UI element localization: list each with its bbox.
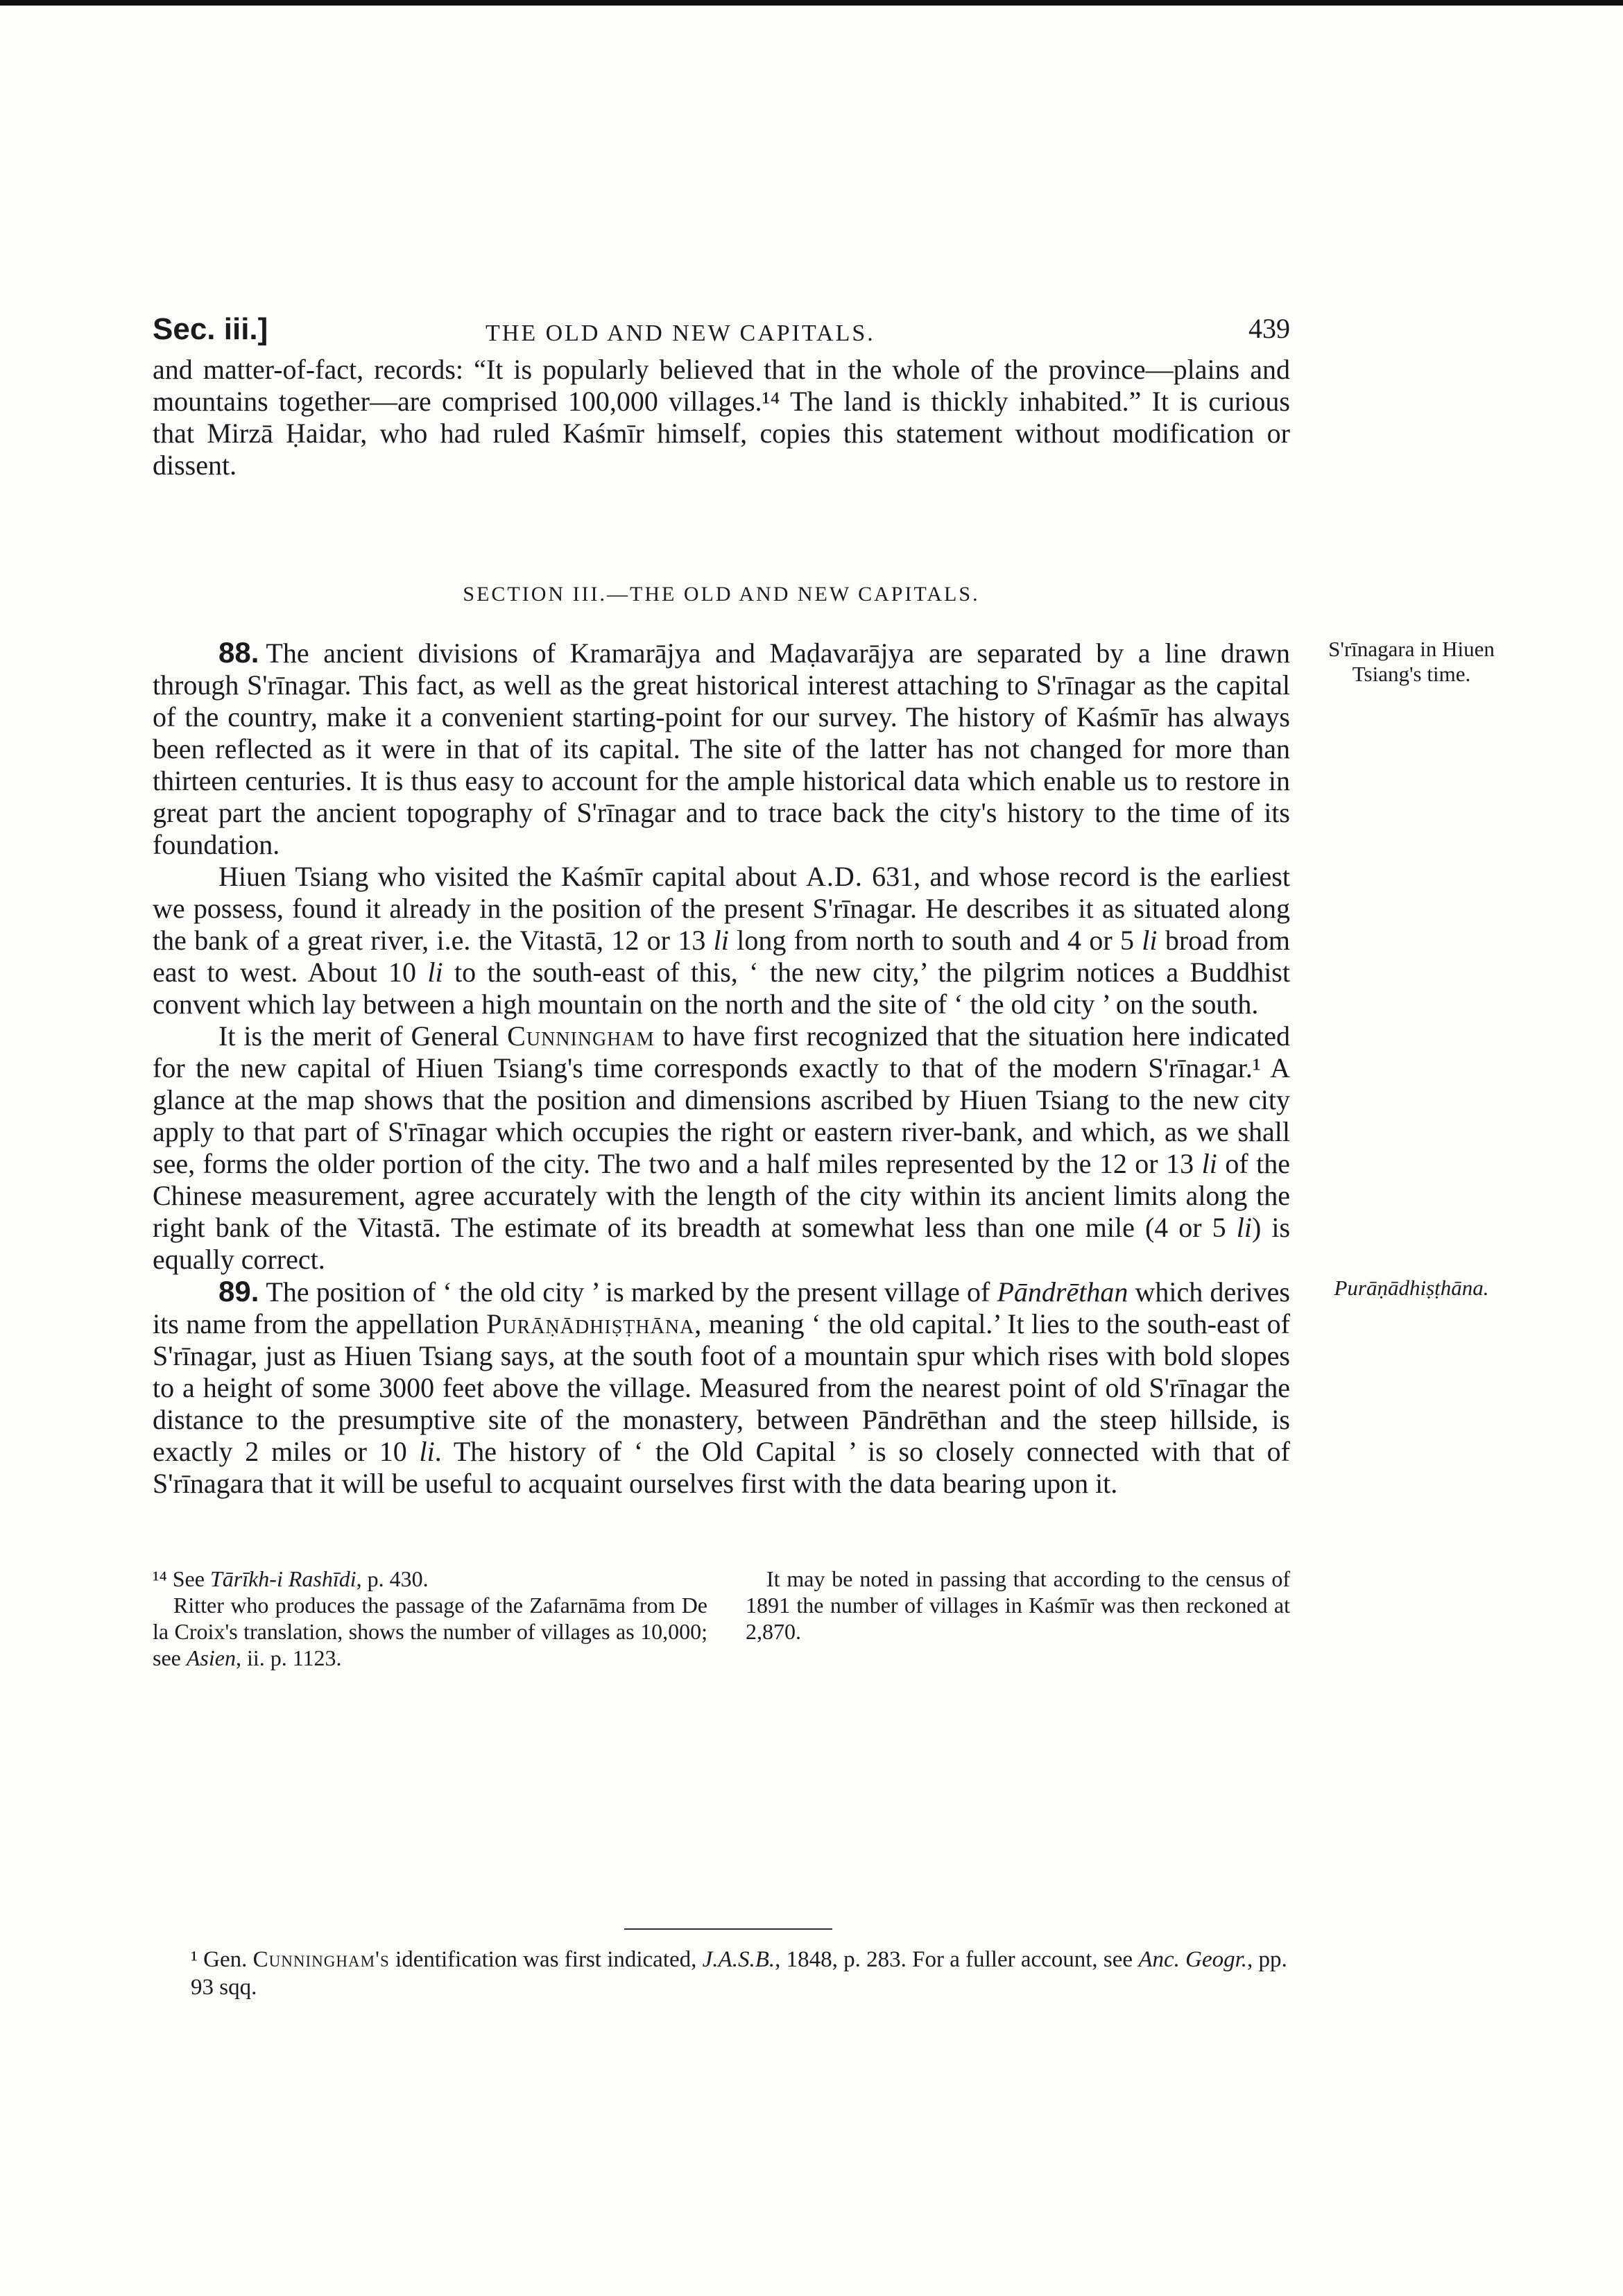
text-run: . The history of ‘ the Old Capital ’ is so closely connected with that of S'rīnagara that it will be useful to acquaint ourselves first with the data bearing upon it. — [153, 1436, 1290, 1499]
text-run: , p. 430. — [356, 1566, 429, 1591]
page-top-border — [0, 0, 1623, 6]
section-heading: SECTION III.—THE OLD AND NEW CAPITALS. — [463, 583, 980, 606]
margin-note-text: Purāṇādhiṣṭhāna. — [1334, 1276, 1489, 1300]
page-number: 439 — [1248, 313, 1290, 344]
footnote-14-line — [153, 1566, 707, 1592]
text-run: which derives its name from the appellation — [153, 1276, 1291, 1339]
citation-asien: Asien — [186, 1645, 236, 1670]
footnote-marker: ¹ — [191, 1947, 198, 1972]
paragraph-89-block — [153, 1275, 1489, 1500]
citation-jasb: J.A.S.B. — [702, 1947, 775, 1972]
paragraph-88 — [153, 637, 1290, 861]
term-li: li — [713, 925, 729, 956]
text-run: It is the merit of General — [218, 1020, 508, 1052]
text-run-ad: A.D. — [806, 861, 863, 892]
footnote-14 — [153, 1566, 707, 1671]
section-label: Sec. iii.] — [153, 312, 268, 346]
footnote-1 — [191, 1946, 1290, 2001]
text-run: Gen. — [197, 1947, 253, 1972]
text-run: , ii. p. 1123. — [235, 1645, 342, 1670]
term-li: li — [1142, 925, 1158, 956]
paragraph-number-88: 88. — [218, 636, 259, 669]
name-cunningham: Cunningham's — [252, 1947, 390, 1972]
text-run: to have first recognized that the situation here indicated for the new capital of Hiuen Tsiang's time corresponds exactly to that of the modern S'rīnagar.¹ A glance at the map shows that the position and dimensions ascribed by Hiuen Tsiang to the new city apply to that part of S'rīnagar which occupies the right or eastern river-bank, and which, as we shall see, forms the older portion of the city. The two and a half miles represented by the 12 or 13 — [153, 1020, 1290, 1179]
footnote-14-census: It may be noted in passing that according to the census of 1891 the number of villages in Kaśmīr was then reckoned at 2,870. — [746, 1566, 1290, 1644]
running-title: THE OLD AND NEW CAPITALS. — [486, 320, 875, 346]
term-li: li — [1201, 1148, 1217, 1179]
paragraph-number-89: 89. — [218, 1275, 259, 1308]
text-run: , meaning ‘ the old capital.’ It lies to the south-east of S'rīnagar, just as Hiuen Tsiang says, at the south foot of a mountain spur which rises with bold slopes to a height of some 3000 feet above the village. Measured from the nearest point of old S'rīnagar the distance to the presumptive site of the monastery, between Pāndrēthan and the steep hillside, is exactly 2 miles or 10 — [153, 1308, 1290, 1467]
text-run: identification was first indicated, — [389, 1947, 703, 1972]
text-run: of the Chinese measurement, agree accurately with the length of the city within its ancient limits along the right bank of the Vitastā. The estimate of its breadth at somewhat less than one mile (4 or 5 — [153, 1148, 1290, 1243]
footnote-14-body — [153, 1592, 707, 1671]
paragraph-88-cunningham — [153, 1020, 1290, 1276]
text-run: Hiuen Tsiang who visited the Kaśmīr capital about — [218, 861, 807, 892]
text-run: Ritter who produces the passage of the Zafarnāma from De la Croix's translation, shows the number of villages as 10,000; see — [153, 1593, 707, 1670]
term-li: li — [419, 1436, 435, 1467]
text-run: to the south-east of this, ‘ the new city,’ the pilgrim notices a Buddhist convent which lay between a high mountain on the north and the site of ‘ the old city ’ on the south. — [153, 957, 1290, 1020]
paragraph-88-hiuen — [153, 861, 1290, 1020]
footnote-marker: ¹⁴ — [153, 1566, 167, 1591]
text-run: , 1848, p. 283. For a fuller account, see — [775, 1947, 1139, 1972]
paragraph-88-block — [153, 636, 1495, 1276]
text-run: ) is equally correct. — [153, 1212, 1291, 1275]
footnote-rule — [624, 1928, 832, 1930]
margin-note-srinagara: S'rīnagara in Hiuen Tsiang's time. — [1328, 637, 1495, 686]
footnote-14-continued — [746, 1566, 1290, 1645]
term-li: li — [427, 957, 443, 988]
intro-paragraph: and matter-of-fact, records: “It is popularly believed that in the whole of the province—plains and mountains together—are comprised 100,000 villages.¹⁴ The land is thickly inhabited.” It is curious that Mirzā Ḥaidar, who had ruled Kaśmīr himself, copies this statement without modification or dissent. — [153, 354, 1290, 481]
citation-title: Tārīkh-i Rashīdi — [209, 1566, 357, 1591]
text-run: long from north to south and 4 or 5 — [728, 925, 1142, 956]
text-run: The position of ‘ the old city ’ is marked by the present village of — [266, 1276, 997, 1308]
paragraph-89 — [153, 1276, 1290, 1500]
term-puranadhisthana: Purāṇādhiṣṭhāna — [486, 1308, 695, 1339]
name-cunningham: Cunningham — [507, 1020, 655, 1052]
footnotes — [153, 1566, 1290, 1704]
running-header — [153, 298, 1290, 354]
text-run: See — [166, 1566, 210, 1591]
text-run: broad from east to west. About 10 — [153, 925, 1291, 988]
margin-note-puranadhisthana — [1297, 1276, 1526, 1301]
paragraph-88-text: The ancient divisions of Kramarājya and Maḍavarājya are separated by a line drawn through S'rīnagar. This fact, as well as the great historical interest attaching to S'rīnagar as the capital of the country, make it a convenient starting-point for our survey. The history of Kaśmīr has always been reflected as it were in that of its capital. The site of the latter has not changed for more than thirteen centuries. It is thus easy to account for the ample historical data which enable us to restore in great part the ancient topography of S'rīnagar and to trace back the city's history to the time of its foundation. — [153, 637, 1290, 860]
term-li: li — [1236, 1212, 1252, 1243]
text-run: , pp. 93 sqq. — [191, 1947, 1287, 2000]
book-page — [153, 298, 1495, 1704]
citation-anc-geogr: Anc. Geogr. — [1138, 1947, 1248, 1972]
footnote-1-text — [191, 1946, 1290, 2001]
place-pandrethan: Pāndrēthan — [997, 1276, 1128, 1308]
text-run: 631, and whose record is the earliest we possess, found it already in the position of the present S'rīnagar. He describes it as situated along the bank of a great river, i.e. the Vitastā, 12 or 13 — [153, 861, 1290, 956]
